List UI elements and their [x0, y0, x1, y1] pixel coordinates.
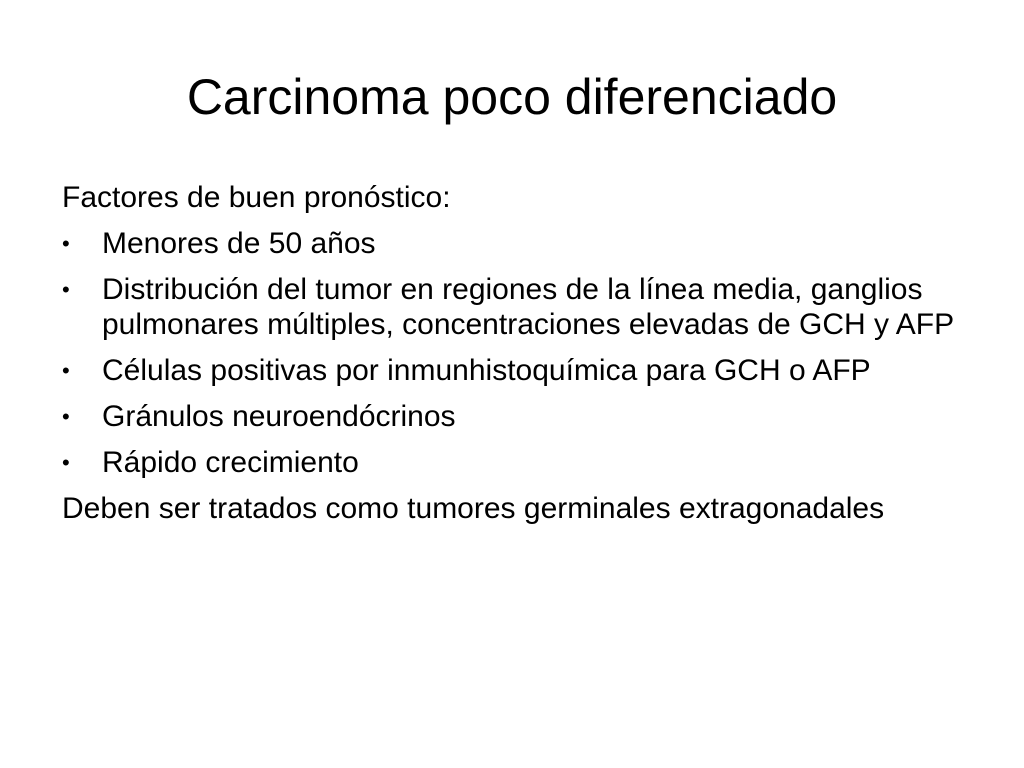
bullet-item: [62, 399, 962, 434]
bullet-icon: •: [62, 231, 70, 256]
bullet-item: [62, 226, 962, 261]
bullet-item: [62, 353, 962, 388]
bullet-icon: •: [62, 277, 70, 302]
bullet-text: Rápido crecimiento: [102, 446, 359, 479]
bullet-icon: •: [62, 358, 70, 383]
bullet-list: [62, 226, 962, 480]
bullet-text: Distribución del tumor en regiones de la línea media, ganglios pulmonares múltiples, concentraciones elevadas de GCH y AFP: [102, 273, 955, 341]
bullet-text: Menores de 50 años: [102, 227, 376, 260]
bullet-item: [62, 272, 962, 342]
bullet-item: [62, 445, 962, 480]
bullet-text: Células positivas por inmunhistoquímica para GCH o AFP: [102, 354, 871, 387]
bullet-icon: •: [62, 450, 70, 475]
bullet-icon: •: [62, 404, 70, 429]
slide-title: Carcinoma poco diferenciado: [186, 69, 838, 125]
bullet-text: Gránulos neuroendócrinos: [102, 400, 456, 433]
slide-body: [62, 180, 962, 537]
intro-text: Factores de buen pronóstico:: [62, 181, 451, 214]
conclusion-text: Deben ser tratados como tumores germinales extragonadales: [62, 492, 885, 525]
